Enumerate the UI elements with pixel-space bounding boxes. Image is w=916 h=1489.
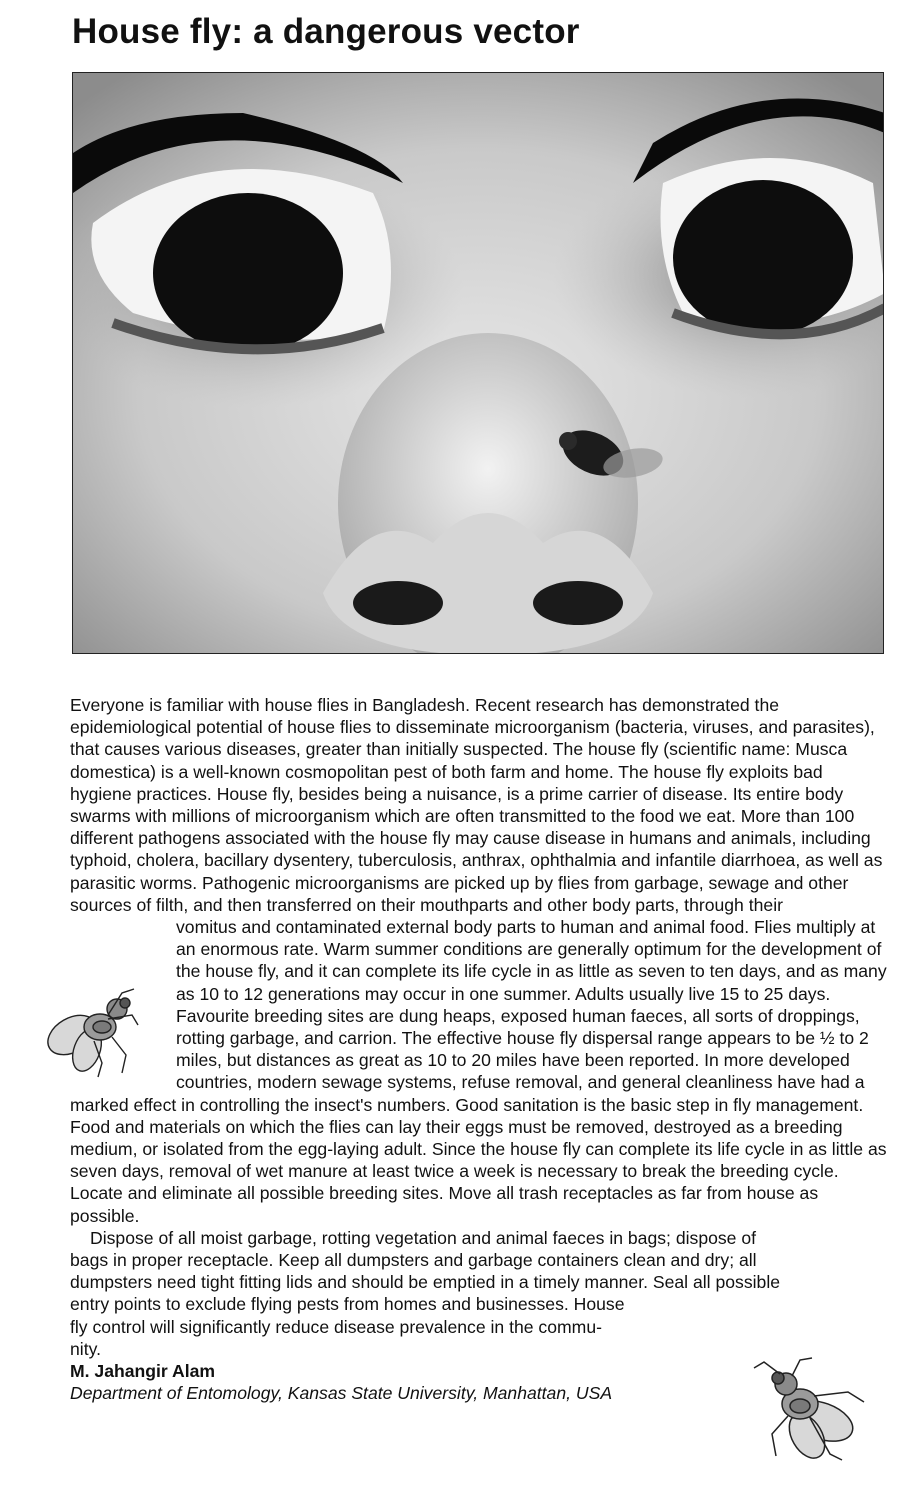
paragraph-2-line-1: Dispose of all moist garbage, rotting vegetation and animal faeces in bags; dispose of (90, 1227, 757, 1248)
article-body (70, 694, 888, 1405)
paragraph-1a: Everyone is familiar with house flies in Bangladesh. Recent research has demonstrated the epidemiological potential of house flies to disseminate microorganism (bacteria, viruses, and parasites), that causes various diseases, greater than initially suspected. The house fly (scientific name: Musca domestica) is a well-known cosmopolitan pest of both farm and home. The house fly exploits bad hygiene practices. House fly, besides being a nuisance, is a prime carrier of disease. Its entire body swarms with millions of microorganism which are often transmitted to the food we eat. More than 100 different pathogens associated with the house fly may cause disease in humans and animals, including typhoid, cholera, bacillary dysentery, tuberculosis, anthrax, ophthalmia and infantile diarrhoea, as well as parasitic worms. Pathogenic microorganisms are picked up by flies from garbage, sewage and other sources of filth, and then transferred on their mouthparts and other body parts, through their (70, 695, 883, 915)
author-affiliation: Department of Entomology, Kansas State University, Manhattan, USA (70, 1383, 613, 1404)
paragraph-2-line-5: fly control will significantly reduce disease prevalence in the commu- (70, 1316, 602, 1337)
paragraph-2-line-4: entry points to exclude flying pests from homes and businesses. House (70, 1294, 625, 1315)
fly-drawing-right-icon (752, 1356, 872, 1466)
article-title: House fly: a dangerous vector (72, 12, 580, 51)
child-face-with-fly-photo (72, 72, 884, 654)
paragraph-2-line-6: nity. (70, 1338, 101, 1359)
paragraph-2-line-3: dumpsters need tight fitting lids and should be emptied in a timely manner. Seal all possible (70, 1272, 781, 1293)
paragraph-1b: vomitus and contaminated external body parts to human and animal food. Flies multiply at an enormous rate. Warm summer conditions are generally optimum for the development of the house fly, and it can complete its life cycle in as little as seven to ten days, and as many as 10 to 12 generations may occur in one summer. Adults usually live 15 to 25 days. Favourite breeding sites are dung heaps, exposed human faeces, all sorts of droppings, rotting garbage, and carrion. The effective house fly dispersal range appears to be ½ to 2 miles, but distances as great as 10 to 20 miles have been reported. In more developed countries, modern sewage systems, refuse removal, and general cleanliness have had a marked effect in controlling the insect's numbers. Good sanitation is the basic step in fly management. Food and materials on which the flies can lay their eggs must be removed, destroyed as a breeding medium, or isolated from the egg-laying adult. Since the house fly can complete its life cycle in as little as seven days, removal of wet manure at least twice a week is necessary to break the breeding cycle. Locate and eliminate all possible breeding sites. Move all trash receptacles as far from house as possible. (70, 917, 887, 1226)
fly-drawing-left-icon (42, 985, 142, 1080)
paragraph-2-line-2: bags in proper receptacle. Keep all dumpsters and garbage containers clean and dry; all (70, 1250, 757, 1271)
author-name: M. Jahangir Alam (70, 1361, 216, 1382)
